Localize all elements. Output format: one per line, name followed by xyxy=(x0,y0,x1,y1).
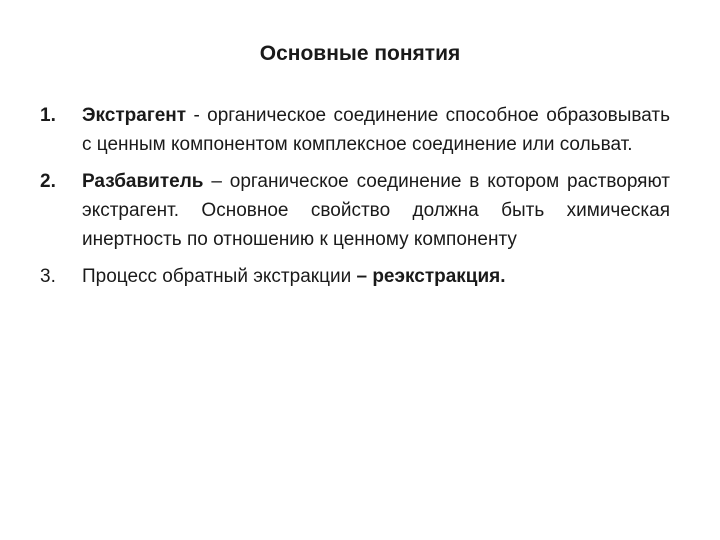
item-text: органическое соединение способное образовывать с ценным компонентом комплексное соединение или сольват. xyxy=(82,105,671,155)
item-term: реэкстракция. xyxy=(372,266,506,287)
item-term: Разбавитель xyxy=(82,171,204,192)
item-term: Экстрагент xyxy=(82,105,187,126)
item-separator: - xyxy=(186,105,208,126)
definitions-list xyxy=(40,101,670,299)
item-text: Процесс обратный экстракции xyxy=(82,266,352,287)
item-separator: – xyxy=(203,171,230,192)
item-separator: – xyxy=(351,266,373,287)
item-number: 2. xyxy=(40,171,56,192)
item-number: 1. xyxy=(40,105,56,126)
list-item xyxy=(40,167,670,254)
item-text: органическое соединение в котором растворяют экстрагент. Основное свойство должна быть химическая инертность по отношению к ценному компоненту xyxy=(82,171,671,250)
list-item xyxy=(40,101,670,159)
item-number: 3. xyxy=(40,266,56,287)
slide-title: Основные понятия xyxy=(259,42,461,65)
list-item xyxy=(40,262,670,291)
